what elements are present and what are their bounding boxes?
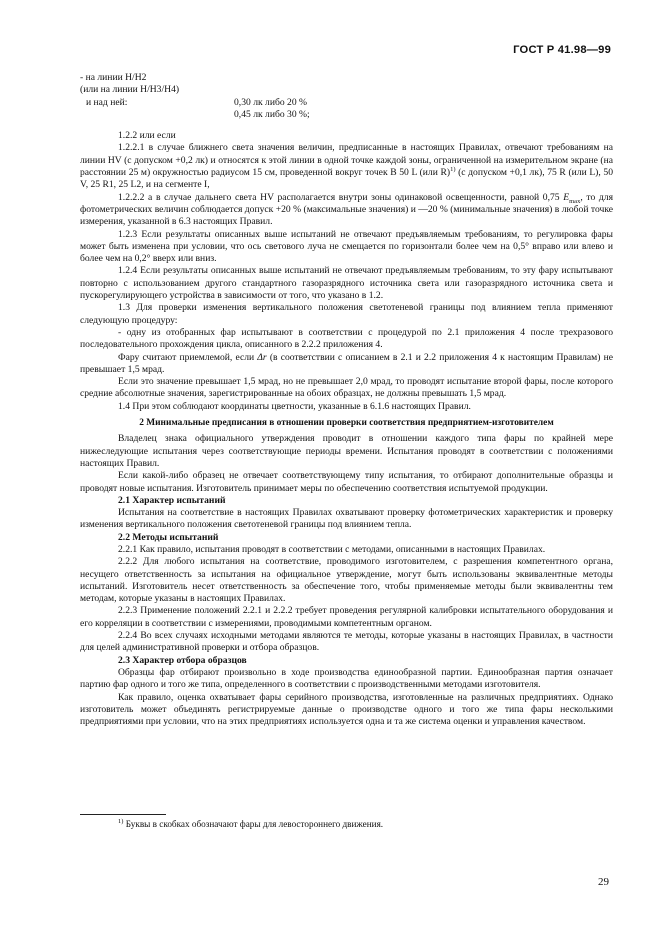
section-2-2-heading: 2.2 Методы испытаний <box>118 531 219 543</box>
paragraph-1-2-3: 1.2.3 Если результаты описанных выше испытаний не отвечают предъявляемым требованиям, то регулировка фары может быть изменена при условии, что ось светового луча не смещается по горизонтали более чем на 0,5° вправо или влево и более чем на 0,2° вверх или вниз. <box>80 228 613 265</box>
paragraph-2-2-3: 2.2.3 Применение положений 2.2.1 и 2.2.2 требует проведения регулярной калибровки испытательного оборудования и его корреляции в соответствии с измерениями, проводимыми компетентным органом. <box>80 605 613 629</box>
page-body <box>80 72 613 728</box>
paragraph-1-2-2-1: 1.2.2.1 в случае ближнего света значения величин, предписанные в настоящих Правилах, отвечают требованиям на линии HV (с допуском +0,2 лк) и относятся к этой линии в одной точке каждой зоны, ограниченной на измерительном экране (на расстоянии 25 м) окружностью радиусом 15 см, проведенной вокруг точек B 50 L (или R)$^{1)}$ (с допуском +0,1 лк), 75 R (или L), 50 V, 25 R1, 25 L2, и на сегменте I, <box>80 142 613 191</box>
paragraph-2-2-4: 2.2.4 Во всех случаях исходными методами являются те методы, которые указаны в настоящих Правилах, в частности для целей административной проверки и отбора образцов. <box>80 630 613 654</box>
paragraph-1-3-dash: - одну из отобранных фар испытывают в соответствии с процедурой по 2.1 приложения 4 после трехразового последовательного прохождения цикла, описанного в 2.2.2 приложения 4. <box>80 326 613 351</box>
paragraph-2-1: Испытания на соответствие в настоящих Правилах охватывают проверку фотометрических характеристик и проверку изменения вертикального положения светотеневой границы под влиянием тепла. <box>80 507 613 531</box>
paragraph-2-b: Если какой-либо образец не отвечает соответствующему типу испытания, то отбирают дополнительные образцы и проводят новые испытания. Изготовитель принимает меры по обеспечению соответствия испытуемой продукции. <box>80 470 613 494</box>
footnote-mark: 1) <box>118 817 124 825</box>
paragraph-2-3-a: Образцы фар отбирают произвольно в ходе производства единообразной партии. Единообразная партия означает партию фар одного и того же типа, определенного в соответствии с производственными методами изготовителя. <box>80 666 613 691</box>
limit-value-2: 0,45 лк либо 30 %; <box>234 108 310 120</box>
footnote-ref: 1) <box>450 165 456 173</box>
illumination-limits <box>80 72 613 121</box>
paragraph-1-4: 1.4 При этом соблюдают координаты цветности, указанные в 6.1.6 настоящих Правил. <box>118 400 471 412</box>
limit-line-label-3: и над ней: <box>86 96 128 108</box>
limit-line-label-2: (или на линии H/H3/H4) <box>80 84 180 96</box>
paragraph-1-2-4: 1.2.4 Если результаты описанных выше испытаний не отвечают предъявляемым требованиям, то эту фару испытывают повторно с использованием другого стандартного газоразрядного источника света или газоразрядного источника света и пускорегулирующего устройства в зависимости от того, что указано в 1.2. <box>80 265 613 302</box>
paragraph-1-3: 1.3 Для проверки изменения вертикального положения светотеневой границы под влиянием тепла применяют следующую процедуру: <box>80 302 613 326</box>
paragraph-acceptance: Фару считают приемлемой, если Δr (в соответствии с описанием в 2.1 и 2.2 приложения 4 к настоящим Правилам) не превышает 1,5 мрад. <box>80 351 613 375</box>
standard-header: ГОСТ Р 41.98—99 <box>513 44 611 56</box>
footnote <box>118 818 383 830</box>
footnote-text: Буквы в скобках обозначают фары для левостороннего движения. <box>123 819 384 829</box>
paragraph-2-2-2: 2.2.2 Для любого испытания на соответствие, проводимого изготовителем, с разрешения компетентного органа, несущего ответственность за испытания на официальное утверждение, могут быть использованы эквивалентные методы испытаний. Изготовитель несет ответственность за обеспечение того, чтобы применяемые методы были эквивалентны тем методам, которые указаны в настоящих Правилах. <box>80 556 613 605</box>
section-2-1-heading: 2.1 Характер испытаний <box>118 494 226 506</box>
paragraph-2-2-1: 2.2.1 Как правило, испытания проводят в соответствии с методами, описанными в настоящих Правилах. <box>118 543 546 555</box>
paragraph-2-a: Владелец знака официального утверждения проводит в отношении каждого типа фары по крайней мере нижеследующие испытания через соответствующие периоды времени. Испытания проводят в соответствии с положениями настоящих Правил. <box>80 433 613 469</box>
limit-value-1: 0,30 лк либо 20 % <box>234 96 308 108</box>
paragraph-1-2-2: 1.2.2 или если <box>118 130 176 142</box>
paragraph-2-3-b: Как правило, оценка охватывает фары серийного производства, изготовленные на различных предприятиях. Однако изготовитель может объединять регистрируемые данные о производстве одного и того же типа фары несколькими предприятиями при условии, что на этих предприятиях используется одна и та же система оценки и управления качеством. <box>80 691 613 728</box>
section-2-3-heading: 2.3 Характер отбора образцов <box>118 654 247 666</box>
section-2-heading: 2 Минимальные предписания в отношении проверки соответствия предприятием-изготовителем <box>139 418 554 429</box>
paragraph-1-2-2-2: 1.2.2.2 а в случае дальнего света HV располагается внутри зоны одинаковой освещенности, равной 0,75 $E_{max}$, то для фотометрических величин соблюдается допуск +20 % (максимальные значения) и —20 % (минимальные значения) в любой точке измерения, указанной в 6.3 настоящих Правил. <box>80 191 613 228</box>
footnote-divider <box>80 814 166 815</box>
page-number: 29 <box>598 876 609 888</box>
paragraph-second-sample: Если это значение превышает 1,5 мрад, но не превышает 2,0 мрад, то проводят испытание второй фары, после которого средние абсолютные значения, зарегистрированные на обоих образцах, не должны превышать 1,5 мрад. <box>80 376 613 400</box>
limit-line-label-1: - на линии H/H2 <box>80 72 147 83</box>
